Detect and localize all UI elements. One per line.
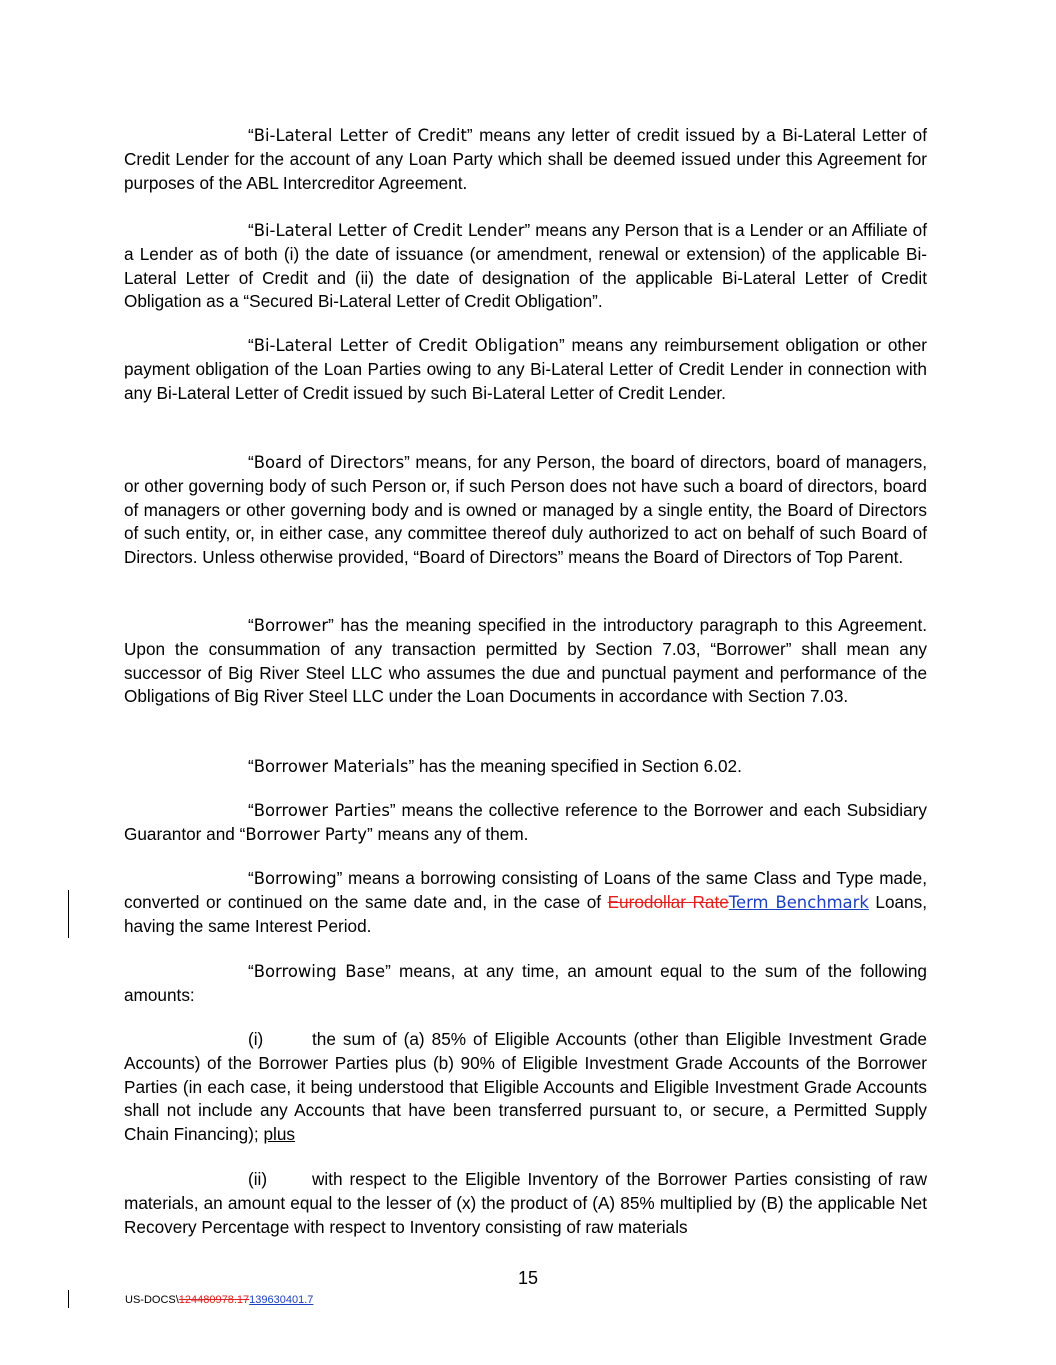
defined-term: Borrower Parties bbox=[253, 801, 390, 820]
defined-term: Bi-Lateral Letter of Credit bbox=[253, 126, 467, 145]
change-bar bbox=[68, 890, 69, 938]
page-number: 15 bbox=[517, 1268, 539, 1288]
defined-term: Bi-Lateral Letter of Credit Obligation bbox=[253, 336, 560, 355]
change-bar bbox=[68, 1290, 69, 1308]
deleted-text: Eurodollar Rate bbox=[607, 891, 729, 912]
defined-term: Borrower Materials bbox=[253, 757, 409, 776]
defined-term: Borrowing bbox=[253, 869, 337, 888]
defined-term: Bi-Lateral Letter of Credit Lender bbox=[253, 221, 525, 240]
clause-number: (ii) bbox=[248, 1169, 268, 1189]
definition-paragraph: “Borrower Parties” means the collective reference to the Borrower and each Subsidiary Guarantor and “Borrower Party” means any of them. bbox=[124, 800, 927, 844]
definition-paragraph: “Borrower Materials” has the meaning specified in Section 6.02. bbox=[248, 756, 742, 776]
defined-term: Board of Directors bbox=[253, 453, 405, 472]
inserted-text: Term Benchmark bbox=[728, 892, 869, 912]
inserted-text: 139630401.7 bbox=[249, 1294, 314, 1306]
clause-number: (i) bbox=[248, 1029, 264, 1049]
definition-paragraph: “Borrowing” means a borrowing consisting of Loans of the same Class and Type made, converted or continued on the same date and, in the case of Eurodollar RateTerm Benchmark Loans, having the same Interest Period. bbox=[124, 868, 927, 936]
definition-paragraph: “Bi-Lateral Letter of Credit Obligation” means any reimbursement obligation or other payment obligation of the Loan Parties owing to any Bi-Lateral Letter of Credit Lender in connection with any Bi-Lateral Letter of Credit issued by such Bi-Lateral Letter of Credit Lender. bbox=[124, 335, 928, 403]
defined-term: Borrowing Base bbox=[253, 962, 386, 981]
deleted-text: 124480978.17 bbox=[178, 1294, 250, 1306]
defined-term: Borrower Party bbox=[245, 824, 367, 844]
definition-paragraph: “Board of Directors” means, for any Person, the board of directors, board of managers, or other governing body of such Person or, if such Person does not have such a board of directors, board of managers or other governing body and is owned or managed by a single entity, the Board of Directors of such entity, or, in either case, any committee thereof duly authorized to act on behalf of such Board of Directors. Unless otherwise provided, “Board of Directors” means the Board of Directors of Top Parent. bbox=[124, 452, 927, 568]
definition-paragraph: “Borrower” has the meaning specified in the introductory paragraph to this Agreement. Upon the consummation of any transaction permitted by Section 7.03, “Borrower” shall mean any successor of Big River Steel LLC who assumes the due and punctual payment and performance of the Obligations of Big River Steel LLC under the Loan Documents in accordance with Section 7.03. bbox=[124, 615, 927, 707]
document-id-footer: US-DOCS\124480978.17139630401.7 bbox=[125, 1294, 314, 1306]
clause-paragraph: (ii) with respect to the Eligible Inventory of the Borrower Parties consisting of raw materials, an amount equal to the lesser of (x) the product of (A) 85% multiplied by (B) the applicable Net Recovery Percentage with respect to Inventory consisting of raw materials bbox=[124, 1169, 927, 1237]
clause-paragraph: (i) the sum of (a) 85% of Eligible Accounts (other than Eligible Investment Grade Accounts) of the Borrower Parties plus (b) 90% of Eligible Investment Grade Accounts of the Borrower Parties (in each case, it being understood that Eligible Accounts and Eligible Investment Grade Accounts shall not include any Accounts that have been transferred pursuant to, or secure, a Permitted Supply Chain Financing); plus bbox=[124, 1029, 927, 1145]
definition-paragraph: “Bi-Lateral Letter of Credit Lender” means any Person that is a Lender or an Affiliate of a Lender as of both (i) the date of issuance (or amendment, renewal or extension) of the applicable Bi-Lateral Letter of Credit and (ii) the date of designation of the applicable Bi-Lateral Letter of Credit Obligation as a “Secured Bi-Lateral Letter of Credit Obligation”. bbox=[124, 220, 927, 312]
definition-paragraph: “Bi-Lateral Letter of Credit” means any letter of credit issued by a Bi-Lateral Letter of Credit Lender for the account of any Loan Party which shall be deemed issued under this Agreement for purposes of the ABL Intercreditor Agreement. bbox=[124, 125, 927, 193]
defined-term: Borrower bbox=[253, 616, 329, 635]
definition-paragraph: “Borrowing Base” means, at any time, an amount equal to the sum of the following amounts: bbox=[124, 961, 927, 1005]
